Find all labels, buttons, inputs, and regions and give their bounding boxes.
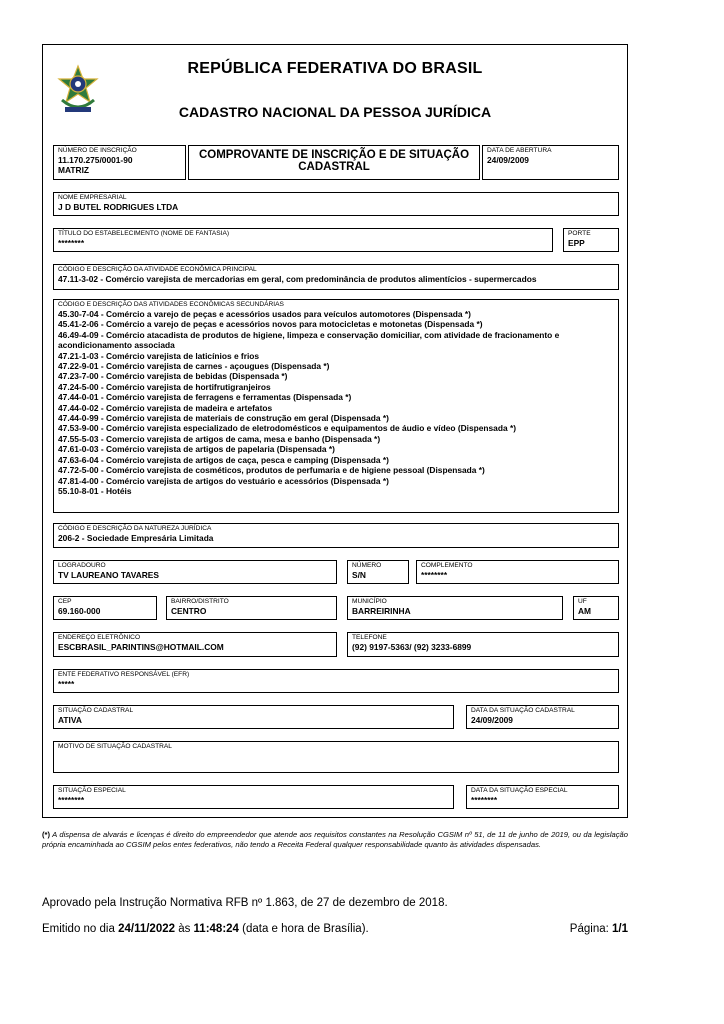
atividades-secundarias-box [53,299,619,513]
cep-box [53,596,157,620]
footnote-text: A dispensa de alvarás e licenças é direito do empreendedor que atende aos requisitos constantes na Resolução CGSIM nº 51, de 11 de junho de 2019, ou da legislação própria encaminhada ao CGSIM pelos entes federativos, não tendo a Receita Federal qualquer responsabilidade quanto às atividades dispensadas. [42,830,628,849]
emission-mid: às [175,923,194,935]
titulo-value: ******** [58,238,85,248]
situacao-especial-box [53,785,454,809]
natureza-juridica-box [53,523,619,548]
data-situacao-value: 24/09/2009 [471,715,513,725]
data-situacao-especial-label: DATA DA SITUAÇÃO ESPECIAL [471,787,568,794]
nome-empresarial-label: NOME EMPRESARIAL [58,194,127,201]
email-value: ESCBRASIL_PARINTINS@HOTMAIL.COM [58,642,224,652]
inscricao-label: NÚMERO DE INSCRIÇÃO [58,147,137,154]
nome-empresarial-box [53,192,619,216]
footnote-marker: (*) [42,830,51,839]
data-situacao-especial-box [466,785,619,809]
logradouro-box [53,560,337,584]
logradouro-label: LOGRADOURO [58,562,106,569]
situacao-box [53,705,454,729]
atividade-principal-box [53,264,619,290]
porte-box [563,228,619,252]
list-item: 47.44-0-99 - Comércio varejista de materiais de construção em geral (Dispensada *) [58,413,389,424]
natureza-juridica-value: 206-2 - Sociedade Empresária Limitada [58,533,214,543]
porte-label: PORTE [568,230,591,237]
list-item: 47.24-5-00 - Comércio varejista de hortifrutigranjeiros [58,381,271,392]
motivo-label: MOTIVO DE SITUAÇÃO CADASTRAL [58,743,172,750]
titulo-label: TÍTULO DO ESTABELECIMENTO (NOME DE FANTASIA) [58,230,230,237]
situacao-value: ATIVA [58,715,82,725]
complemento-label: COMPLEMENTO [421,562,473,569]
abertura-value: 24/09/2009 [487,155,529,165]
situacao-especial-label: SITUAÇÃO ESPECIAL [58,787,126,794]
numero-label: NÚMERO [352,562,382,569]
brasil-coat-of-arms-icon [56,64,100,116]
natureza-juridica-label: CÓDIGO E DESCRIÇÃO DA NATUREZA JURÍDICA [58,525,212,532]
list-item: 45.41-2-06 - Comércio a varejo de peças e acessórios novos para motocicletas e motonetas (Dispensada *) [58,319,483,330]
atividades-secundarias-list [58,309,614,496]
situacao-label: SITUAÇÃO CADASTRAL [58,707,134,714]
list-item: 47.22-9-01 - Comércio varejista de carnes - açougues (Dispensada *) [58,361,330,372]
abertura-label: DATA DE ABERTURA [487,147,552,154]
complemento-value: ******** [421,570,448,580]
complemento-box [416,560,619,584]
list-item: 47.55-5-03 - Comercio varejista de artigos de cama, mesa e banho (Dispensada *) [58,433,381,444]
telefone-box [347,632,619,657]
email-label: ENDEREÇO ELETRÔNICO [58,634,141,641]
inscricao-type: MATRIZ [58,165,90,175]
cep-value: 69.160-000 [58,606,101,616]
bairro-box [166,596,337,620]
abertura-box [482,145,619,180]
registry-title: CADASTRO NACIONAL DA PESSOA JURÍDICA [178,104,492,120]
municipio-box [347,596,563,620]
uf-box [573,596,619,620]
cep-label: CEP [58,598,72,605]
list-item: 47.53-9-00 - Comércio varejista especializado de eletrodomésticos e equipamentos de áudio e vídeo (Dispensada *) [58,423,516,434]
list-item: 46.49-4-09 - Comércio atacadista de produtos de higiene, limpeza e conservação domiciliar, com atividade de fracionamento e acondicionamento associada [58,329,560,351]
nome-empresarial-value: J D BUTEL RODRIGUES LTDA [58,202,179,212]
document-title: COMPROVANTE DE INSCRIÇÃO E DE SITUAÇÃO CADASTRAL [188,145,480,180]
atividade-principal-label: CÓDIGO E DESCRIÇÃO DA ATIVIDADE ECONÔMICA PRINCIPAL [58,266,257,273]
telefone-value: (92) 9197-5363/ (92) 3233-6899 [352,642,472,652]
uf-value: AM [578,606,592,616]
emission-line [42,923,369,935]
list-item: 45.30-7-04 - Comércio a varejo de peças e acessórios usados para veículos automotores (Dispensada *) [58,309,471,319]
telefone-label: TELEFONE [352,634,387,641]
efr-box [53,669,619,693]
atividades-secundarias-label: CÓDIGO E DESCRIÇÃO DAS ATIVIDADES ECONÔMICAS SECUNDÁRIAS [58,301,284,308]
titulo-box [53,228,553,252]
list-item: 47.72-5-00 - Comércio varejista de cosméticos, produtos de perfumaria e de higiene pessoal (Dispensada *) [58,465,485,476]
logradouro-value: TV LAUREANO TAVARES [58,570,159,580]
email-box [53,632,337,657]
efr-value: ***** [58,679,75,689]
list-item: 47.61-0-03 - Comércio varejista de artigos de papelaria (Dispensada *) [58,444,335,455]
bairro-value: CENTRO [171,606,207,616]
emission-prefix: Emitido no dia [42,923,119,935]
numero-box [347,560,409,584]
bairro-label: BAIRRO/DISTRITO [171,598,229,605]
porte-value: EPP [568,238,585,248]
data-situacao-label: DATA DA SITUAÇÃO CADASTRAL [471,707,575,714]
emission-date: 24/11/2022 [118,923,175,935]
list-item: 47.63-6-04 - Comércio varejista de artigos de caça, pesca e camping (Dispensada *) [58,454,389,465]
efr-label: ENTE FEDERATIVO RESPONSÁVEL (EFR) [58,671,190,678]
inscricao-box [53,145,186,180]
list-item: 47.44-0-01 - Comércio varejista de ferragens e ferramentas (Dispensada *) [58,392,352,403]
uf-label: UF [578,598,587,605]
municipio-value: BARREIRINHA [352,606,411,616]
page-value: 1/1 [612,923,628,935]
country-title: REPÚBLICA FEDERATIVA DO BRASIL [187,60,483,77]
inscricao-number: 11.170.275/0001-90 [58,155,133,165]
list-item: 47.81-4-00 - Comércio varejista de artigos do vestuário e acessórios (Dispensada *) [58,475,389,486]
atividade-principal-value: 47.11-3-02 - Comércio varejista de mercadorias em geral, com predominância de produtos alimentícios - supermercados [58,274,537,284]
approval-note: Aprovado pela Instrução Normativa RFB nº 1.863, de 27 de dezembro de 2018. [42,897,448,909]
emission-time: 11:48:24 [193,923,239,935]
page-label: Página: [569,923,612,935]
list-item: 55.10-8-01 - Hotéis [58,485,132,496]
list-item: 47.44-0-02 - Comércio varejista de madeira e artefatos [58,402,273,413]
dispensa-footnote [42,830,628,850]
motivo-box [53,741,619,773]
page-number [556,923,628,935]
numero-value: S/N [352,570,366,580]
data-situacao-especial-value: ******** [471,795,498,805]
list-item: 47.21-1-03 - Comércio varejista de laticínios e frios [58,350,260,361]
situacao-especial-value: ******** [58,795,85,805]
list-item: 47.23-7-00 - Comércio varejista de bebidas (Dispensada *) [58,371,288,382]
data-situacao-box [466,705,619,729]
emission-suffix: (data e hora de Brasília). [238,923,369,935]
municipio-label: MUNICÍPIO [352,598,387,605]
